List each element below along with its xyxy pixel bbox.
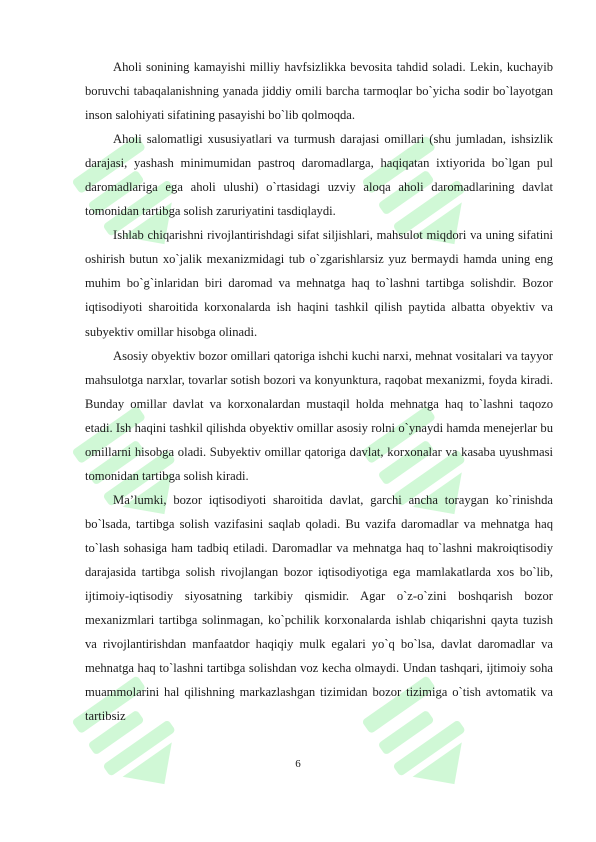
body-text xyxy=(85,55,553,728)
paragraph: Ma’lumki, bozor iqtisodiyoti sharoitida davlat, garchi ancha toraygan ko`rinishda bo`lsada, tartibga solish vazifasini saqlab qoladi. Bu vazifa daromadlar va mehnatga haq to`lash sohasiga ham tadbiq etiladi. Daromadlar va mehnatga haq to`lashni makroiqtisodiy darajasida tartibga solish rivojlangan bozor iqtisodiyotiga ega mamlakatlarda xos bo`lib, ijtimoiy-iqtisodiy siyosatning tarkibiy qismidir. Agar o`z-o`zini boshqarish bozor mexanizmlari tartibga solinmagan, ko`pchilik korxonalarda ishlab chiqarishni qayta tuzish va rivojlantirishdan manfaatdor haqiqiy mulk egalari yo`q bo`lsa, davlat daromadlar va mehnatga haq to`lashni tartibga solishdan voz kecha olmaydi. Undan tashqari, ijtimoiy soha muammolarini hal qilishning markazlashgan tizimidan bozor tizimiga o`tish avtomatik va tartibsiz xyxy=(85,492,553,724)
paragraph: Ishlab chiqarishni rivojlantirishdagi sifat siljishlari, mahsulot miqdori va uning sifatini oshirish butun xo`jalik mexanizmidagi tub o`zgarishlarsiz yuz bermaydi hamda uning eng muhim bo`g`inlaridan biri daromad va mehnatga haq to`lashni tartibga solishdir. Bozor iqtisodiyoti sharoitida korxonalarda ish haqini tashkil qilish paytida albatta obyektiv va subyektiv omillar hisobga olinadi. xyxy=(85,228,553,339)
paragraph: Aholi sonining kamayishi milliy havfsizlikka bevosita tahdid soladi. Lekin, kuchayib boruvchi tabaqalanishning yanada jiddiy omili barcha tarmoqlar bo`yicha sodir bo`layotgan inson salohiyati sifatining pasayishi bo`lib qolmoqda. xyxy=(85,60,553,123)
paragraph: Aholi salomatligi xususiyatlari va turmush darajasi omillari (shu jumladan, ishsizlik darajasi, yashash minimumidan pastroq daromadlarga, haqiqatan ixtiyorida bo`lgan pul daromadlariga ega aholi ulushi) o`rtasidagi uzviy aloqa aholi daromadlarining davlat tomonidan tartibga solish zaruriyatini tasdiqlaydi. xyxy=(85,132,553,219)
paragraph: Asosiy obyektiv bozor omillari qatoriga ishchi kuchi narxi, mehnat vositalari va tayyor mahsulotga narxlar, tovarlar sotish bozori va konyunktura, raqobat mexanizmi, foyda kiradi. Bunday omillar davlat va korxonalardan mustaqil holda mehnatga haq to`lashni taqozo etadi. Ish haqini tashkil qilishda obyektiv omillar asosiy rolni o`ynaydi hamda menejerlar bu omillarni hisobga oladi. Subyektiv omillar qatoriga davlat, korxonalar va kasaba uyushmasi tomonidan tartibga solish kiradi. xyxy=(85,348,553,483)
page-number: 6 xyxy=(295,758,301,770)
